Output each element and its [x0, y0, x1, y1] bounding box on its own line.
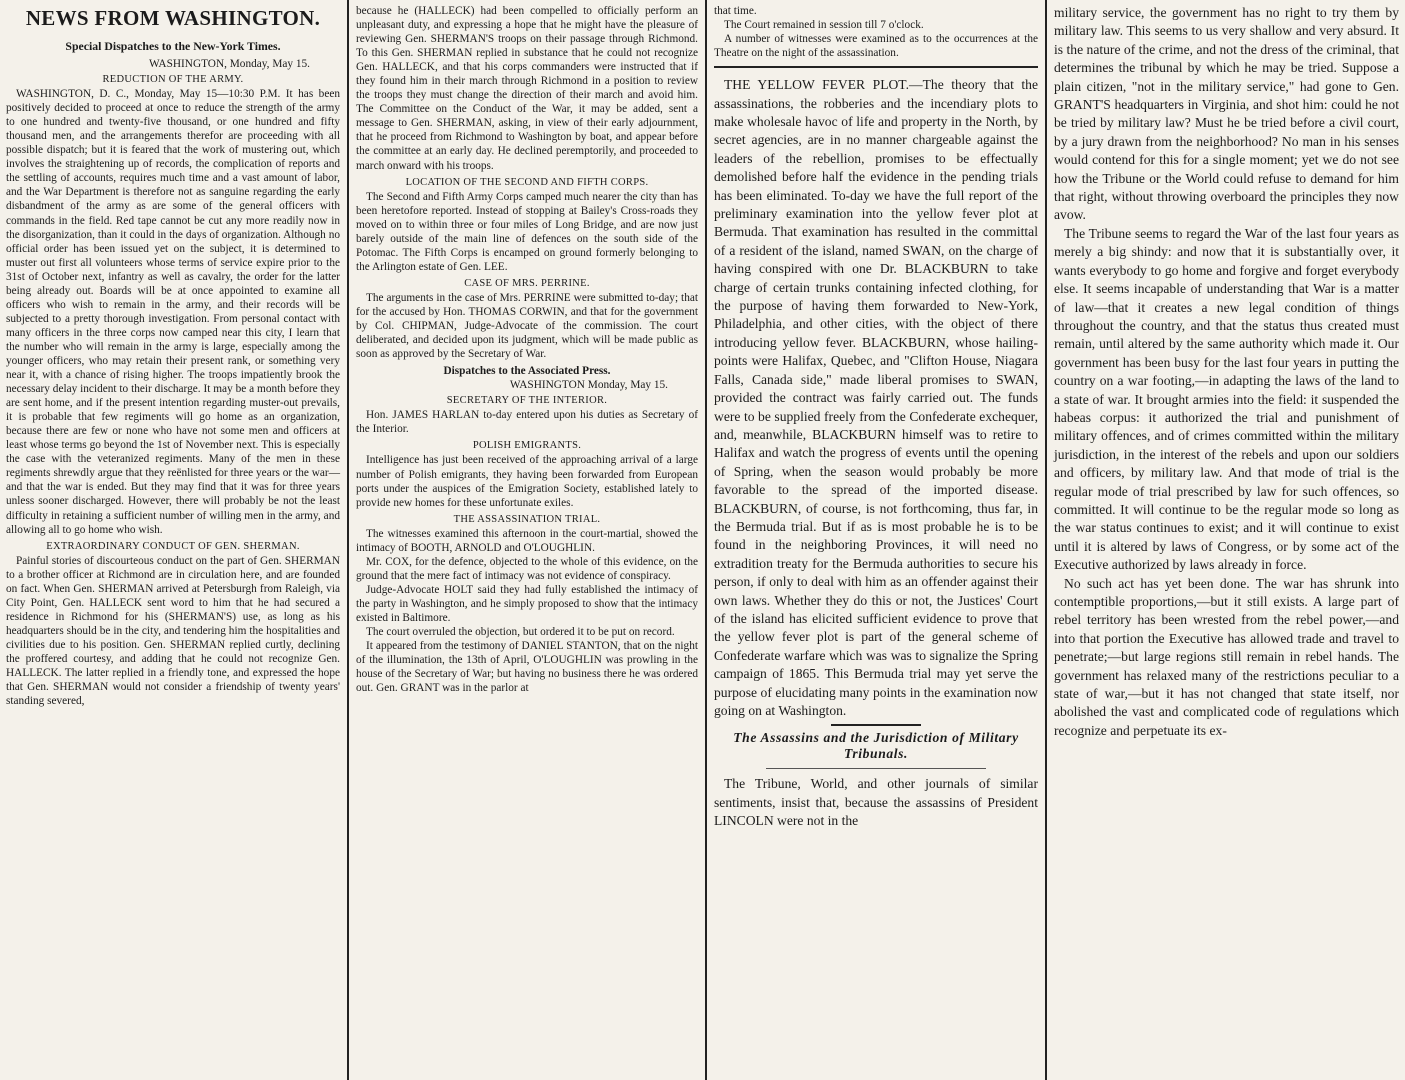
editorial-text: —The theory that the assassinations, the robberies and the incendiary plots to make wholesale havoc of life and property in the North, by secret agencies, are in no manner chargeable against the leaders of the rebellion, promises to be effectually demolished before half the evidence in the pending trials has been eliminated. To-day we have the full report of the preliminary examination into the yellow fever plot at Bermuda. That examination has resulted in the committal of a resident of the island, named SWAN, on the charge of having conspired with one Dr. BLACKBURN to take charge of certain trunks containing infected clothing, for the purpose of having them forwarded to New-York, Philadelphia, and other cities, with the object of there introducing yellow fever. BLACKBURN, whose hailing-points were Halifax, Quebec, and "Clifton House, Niagara Falls, Canada side," made liberal promises to SWAN, provided the contract was fairly carried out. The funds were to be supplied freely from the Confederate exchequer, and, meanwhile, BLACKBURN himself was to retire to Halifax and watch the progress of events until the opening of Spring, when the season would probably be more favorable to the spread of the imported disease. BLACKBURN, of course, is not forthcoming, thus far, in the Bermuda trial. But if as is most probable he is to be found in the neighboring Provinces, it will need no extradition treaty for the Bermuda authorities to secure his person, if only to deal with him as an offender against their own laws. Whether they do this or not, the Justices' Court of the island has elicited sufficient evidence to prove that the yellow fever plot is part of the general scheme of Confederate warfare which was was to signalize the Spring campaign of 1865. This Bermuda trial may yet serve the purpose of elucidating many points in the examination now going on at Washington. — [714, 77, 1038, 718]
editorial-paragraph: No such act has yet been done. The war has shrunk into contemptible proportions,—but it still exists. A large part of rebel territory has been wrested from the rebel power,—and into that portion the Executive has allowed trade and travel to penetrate;—but large regions still remain in rebel hands. The government has relaxed many of the restrictions peculiar to a state of war,—but it has not changed that state itself, nor abolished the vast and complicated code of regulations which recognize and perpetuate its ex- — [1054, 575, 1399, 738]
column-rule — [347, 0, 349, 1080]
section-heading: REDUCTION OF THE ARMY. — [102, 74, 244, 86]
column-4 — [1048, 0, 1405, 1080]
article-paragraph: The arguments in the case of Mrs. PERRINE were submitted to-day; that for the accused by Hon. THOMAS CORWIN, and that for the government by Col. CHIPMAN, Judge-Advocate of the commission. The court deliberated, and decided upon its judgment, which will be made public as soon as approved by the Secretary of War. — [356, 291, 698, 361]
editorial-lead: THE YELLOW FEVER PLOT. — [724, 77, 910, 93]
subhead: Special Dispatches to the New-York Times. — [65, 39, 281, 53]
article-paragraph: Painful stories of discourteous conduct on the part of Gen. SHERMAN to a brother officer at Richmond are in circulation here, and are founded on fact. When Gen. SHERMAN arrived at Petersburgh from Raleigh, via City Point, Gen. HALLECK sent word to him that he had secured a residence in Richmond for his (SHERMAN'S) use, as long as his headquarters should be in the city, and tendering him the hospitalities and civilities due to his position. Gen. SHERMAN replied curtly, declining the proffered courtesy, and adding that he could not recognize Gen. HALLECK. The latter replied in a friendly tone, and expressed the hope that Gen. SHERMAN would not consider a friendship of twenty years' standing severed, — [6, 554, 340, 708]
article-paragraph: The witnesses examined this afternoon in the court-martial, showed the intimacy of BOOTH, ARNOLD and O'LOUGHLIN. — [356, 527, 698, 554]
editorial-title: The Assassins and the Jurisdiction of Military Tribunals. — [733, 730, 1019, 762]
editorial-paragraph: The Tribune, World, and other journals of similar sentiments, insist that, because the assassins of President LINCOLN were not in the — [714, 776, 1038, 829]
section-heading: CASE OF MRS. PERRINE. — [464, 277, 590, 289]
article-paragraph: Mr. COX, for the defence, objected to the whole of this evidence, on the ground that the mere fact of intimacy was not evidence of conspiracy. — [356, 555, 698, 582]
section-heading: EXTRAORDINARY CONDUCT OF GEN. SHERMAN. — [46, 540, 300, 552]
article-paragraph: Hon. JAMES HARLAN to-day entered upon his duties as Secretary of the Interior. — [356, 409, 698, 436]
article-paragraph: The court overruled the objection, but ordered it to be put on record. — [366, 626, 675, 639]
column-2 — [350, 0, 704, 1080]
column-1 — [0, 0, 346, 1080]
article-paragraph: because he (HALLECK) had been compelled to officially perform an unpleasant duty, and expressing a hope that he might have the pleasure of reviewing Gen. SHERMAN'S troops on their passage through Richmond. To this Gen. SHERMAN replied in substance that he could not recognize Gen. HALLECK, and that his corps commanders were instructed that if they found him in their march through Richmond in a position to review the troops they must change the direction of their march and avoid him. The Committee on the Conduct of the War, it may be added, sent a message to Gen. SHERMAN, asking, in view of their early adjournment, that he proceed from Richmond to Washington by boat, and appear before the committee at an early day. He declined peremptorily, and proceeded to march onward with his troops. — [356, 5, 698, 172]
article-paragraph: WASHINGTON, D. C., Monday, May 15—10:30 P.M. It has been positively decided to proceed at once to reduce the strength of the army to one hundred and twenty-five thousand, or one hundred and fifty thousand men, and the arrangements therefor are proceeding with all possible dispatch; but it is feared that the work of mustering out, which involves the straightening up of records, the complication of reports and the settling of accounts, requires much time and a vast amount of labor, and the War Department is therefore not as sanguine regarding the early disbandment of the army as are some of the general officers with commands in the field. Red tape cannot be cut any more readily now in the disorganization, than it could in the days of organization. Although no official order has been issued yet on the subject, it is determined to muster out first all volunteers whose terms of service expire prior to the 31st of October next, infantry as well as cavalry, the order for the latter being already out. Boards will be at once appointed to examine all officers who wish to remain in the army, and their records will be subjected to a pretty thorough investigation. From personal contact with many officers in the three corps now camped near this city, I learn that the number who will remain in the army is large, especially among the younger officers, who may retain their present rank, or something very near it, with a chance of rising higher. The troops impatiently brook the necessary delay incident to their discharge. It may be a month before they are sent home, and if the present intention regarding muster-out prevails, it is probable that few regiments will go home as an organization, because there are few or none who have not some men and officers at least whose terms go beyond the 1st of November next. This is especially the case with the veteranized regiments. Many of the men in these regiments shrewdly argue that they reënlisted for three years or the war—and that the war is ended. But they may find that it was for three years unless sooner discharged. However, there will probably be not the least difficulty in retaining a sufficient number of willing men in the army, and allowing all to go home who wish. — [6, 88, 340, 536]
article-paragraph: The Court remained in session till 7 o'clock. — [724, 19, 924, 32]
section-rule — [714, 66, 1038, 68]
section-heading: POLISH EMIGRANTS. — [472, 440, 582, 452]
section-heading: LOCATION OF THE SECOND AND FIFTH CORPS. — [405, 176, 649, 188]
article-paragraph: The Second and Fifth Army Corps camped much nearer the city than has been heretofore reported. Instead of stopping at Bailey's Cross-roads they moved on to within three or four miles of Long Bridge, and are now just barely outside of the main line of defences on the south side of the Potomac. The Fifth Corps is encamped on ground formerly belonging to the Arlington estate of Gen. LEE. — [356, 190, 698, 273]
column-3 — [708, 0, 1044, 1080]
article-paragraph: Intelligence has just been received of the approaching arrival of a large number of Polish emigrants, they having been forwarded from European ports under the auspices of the Emigration Society, established lately to provide new homes for these unfortunate exiles. — [356, 454, 698, 509]
editorial-paragraph: military service, the government has no right to try them by military law. This seems to us very shallow and very absurd. It is the nature of the crime, and not the dress of the criminal, that determines the tribunal by which he may be tried. Suppose a plain citizen, "not in the military service," had gone to Gen. GRANT'S headquarters in Virginia, and shot him: could he not be tried by military law? Must he be tried before a civil court, by a jury drawn from the neighborhood? No man in his senses would contend for this for a single moment; yet we do not see how the Tribune or the World could refuse to demand for him that right, without throwing overboard the principles they now avow. — [1054, 5, 1399, 223]
article-paragraph: Judge-Advocate HOLT said they had fully established the intimacy of the party in Washington, and he simply proposed to show that the intimacy existed in Baltimore. — [356, 583, 698, 624]
dateline: WASHINGTON, Monday, May 15. — [149, 58, 310, 70]
article-paragraph: A number of witnesses were examined as to the occurrences at the Theatre on the night of the assassination. — [714, 33, 1038, 60]
section-heading: THE ASSASSINATION TRIAL. — [453, 513, 601, 525]
headline: NEWS FROM WASHINGTON. — [25, 6, 321, 30]
column-rule — [1045, 0, 1047, 1080]
dispatch-heading: Dispatches to the Associated Press. — [443, 365, 611, 378]
editorial-paragraph — [714, 76, 1038, 720]
section-heading: SECRETARY OF THE INTERIOR. — [446, 395, 608, 407]
editorial-paragraph: The Tribune seems to regard the War of the last four years as merely a big shindy: and now that it is substantially over, it wants everybody to go home and forgive and forget everybody else. It seems incapable of understanding that War is a matter of law—that it creates a new legal condition of things throughout the country, and that the status thus created must remain, until altered by the same authority which made it. Our government has been busy for the last four years in putting the country on a war footing,—in adapting the laws of the land to a state of war. It brought armies into the field: it suspended the habeas corpus: it authorized the trial and punishment of military offences, and of crimes committed within the military jurisdiction, in the interest of the rebels and upon our soldiers and officers, by military law. And that mode of trial is the regular mode of trial prescribed by law for such offences, so committed. It will continue to be the regular mode so long as the war status continues to exist; and it will continue to exist until it is altered by laws of Congress, or by some act of the Executive authorized by laws already in force. — [1054, 225, 1399, 573]
article-paragraph: that time. — [714, 5, 757, 17]
title-rule — [766, 768, 986, 769]
section-rule — [831, 724, 921, 726]
column-rule — [705, 0, 707, 1080]
dateline: WASHINGTON Monday, May 15. — [509, 379, 668, 392]
article-paragraph: It appeared from the testimony of DANIEL STANTON, that on the night of the illumination, the 13th of April, O'LOUGHLIN was prowling in the house of the Secretary of War; but having no business there he was ordered out. Gen. GRANT was in the parlor at — [356, 640, 698, 695]
